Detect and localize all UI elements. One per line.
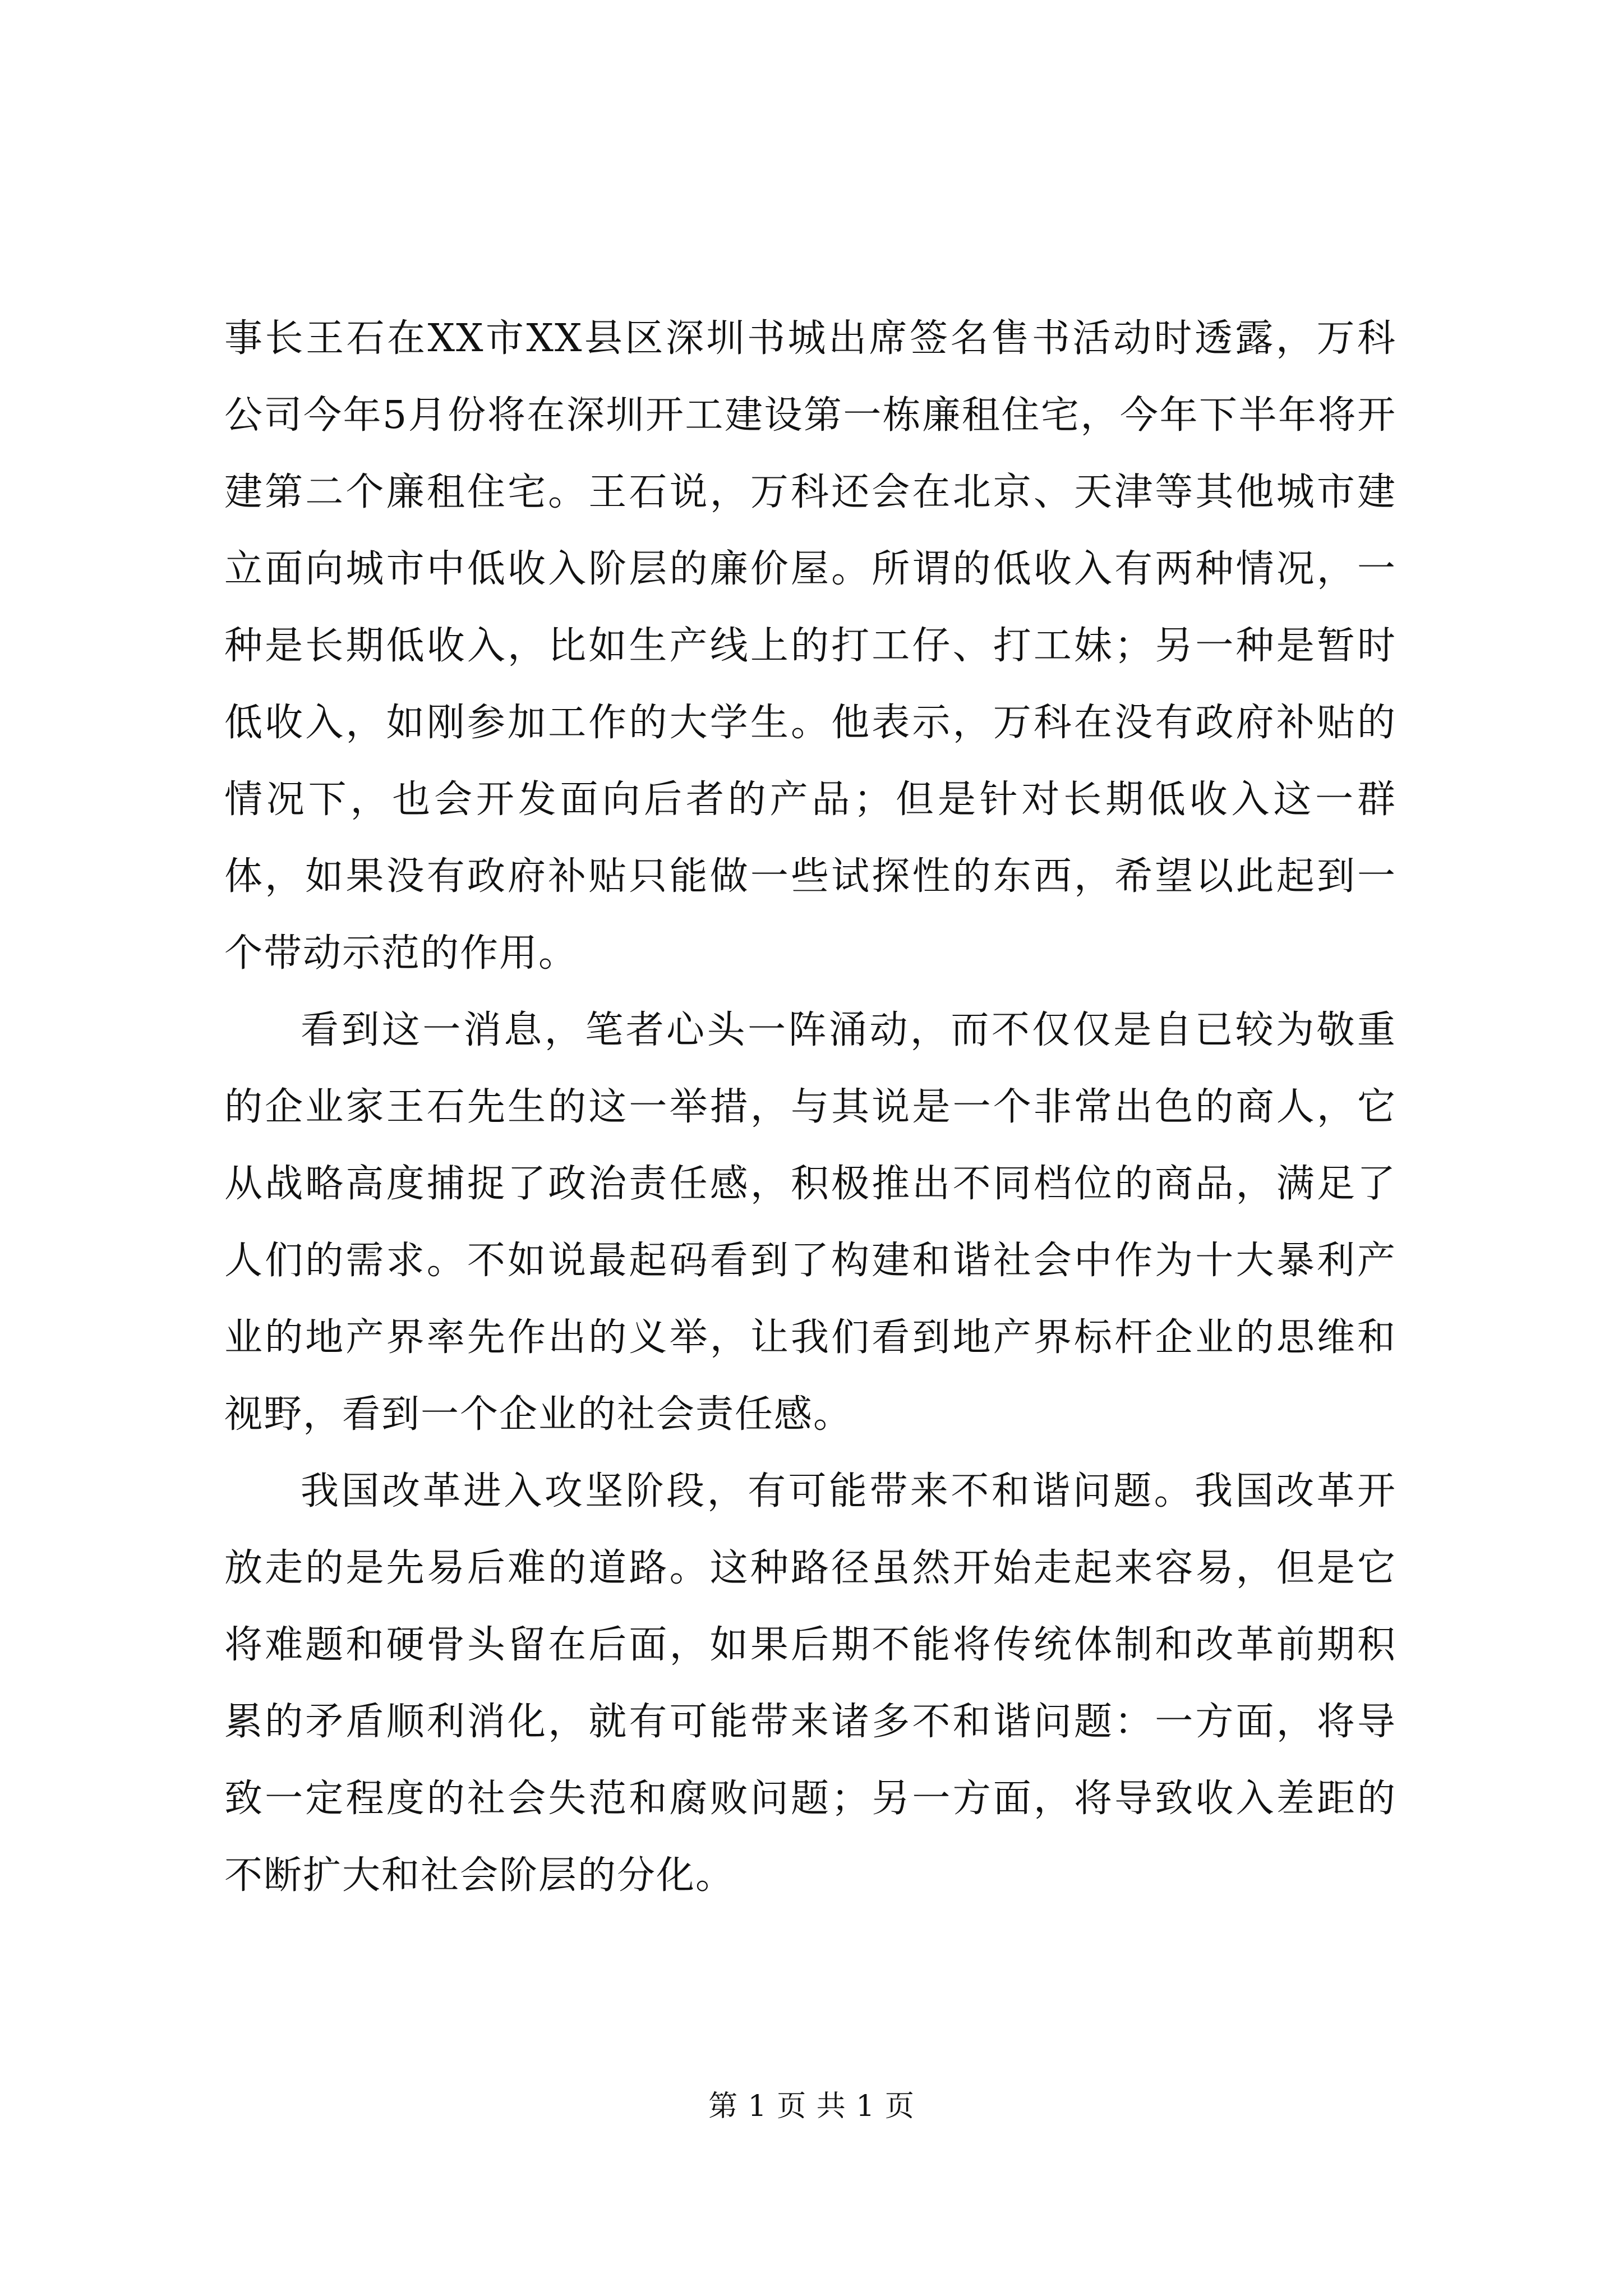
paragraph-2: 看到这一消息，笔者心头一阵涌动，而不仅仅是自已较为敬重的企业家王石先生的这一举措，与其说是一个非常出色的商人，它从战略高度捕捉了政治责任感，积极推出不同档位的商品，满足了人们的需求。不如说最起码看到了构建和谐社会中作为十大暴利产业的地产界率先作出的义举，让我们看到地产界标杆企业的思维和视野，看到一个企业的社会责任感。: [224, 1008, 1396, 1437]
paragraph-1: 事长王石在XX市XX县区深圳书城出席签名售书活动时透露，万科公司今年5月份将在深圳开工建设第一栋廉租住宅，今年下半年将开建第二个廉租住宅。王石说，万科还会在北京、天津等其他城市建立面向城市中低收入阶层的廉价屋。所谓的低收入有两种情况，一种是长期低收入，比如生产线上的打工仔、打工妹；另一种是暂时低收入，如刚参加工作的大学生。他表示，万科在没有政府补贴的情况下，也会开发面向后者的产品；但是针对长期低收入这一群体，如果没有政府补贴只能做一些试探性的东西，希望以此起到一个带动示范的作用。: [224, 316, 1396, 976]
page-footer: [0, 2090, 1623, 2123]
document-body: [224, 300, 1396, 1914]
page-number-label: 第 1 页 共 1 页: [708, 2090, 915, 2123]
paragraph-3: 我国改革进入攻坚阶段，有可能带来不和谐问题。我国改革开放走的是先易后难的道路。这种路径虽然开始走起来容易，但是它将难题和硬骨头留在后面，如果后期不能将传统体制和改革前期积累的矛盾顺利消化，就有可能带来诸多不和谐问题：一方面，将导致一定程度的社会失范和腐败问题；另一方面，将导致收入差距的不断扩大和社会阶层的分化。: [224, 1469, 1396, 1898]
